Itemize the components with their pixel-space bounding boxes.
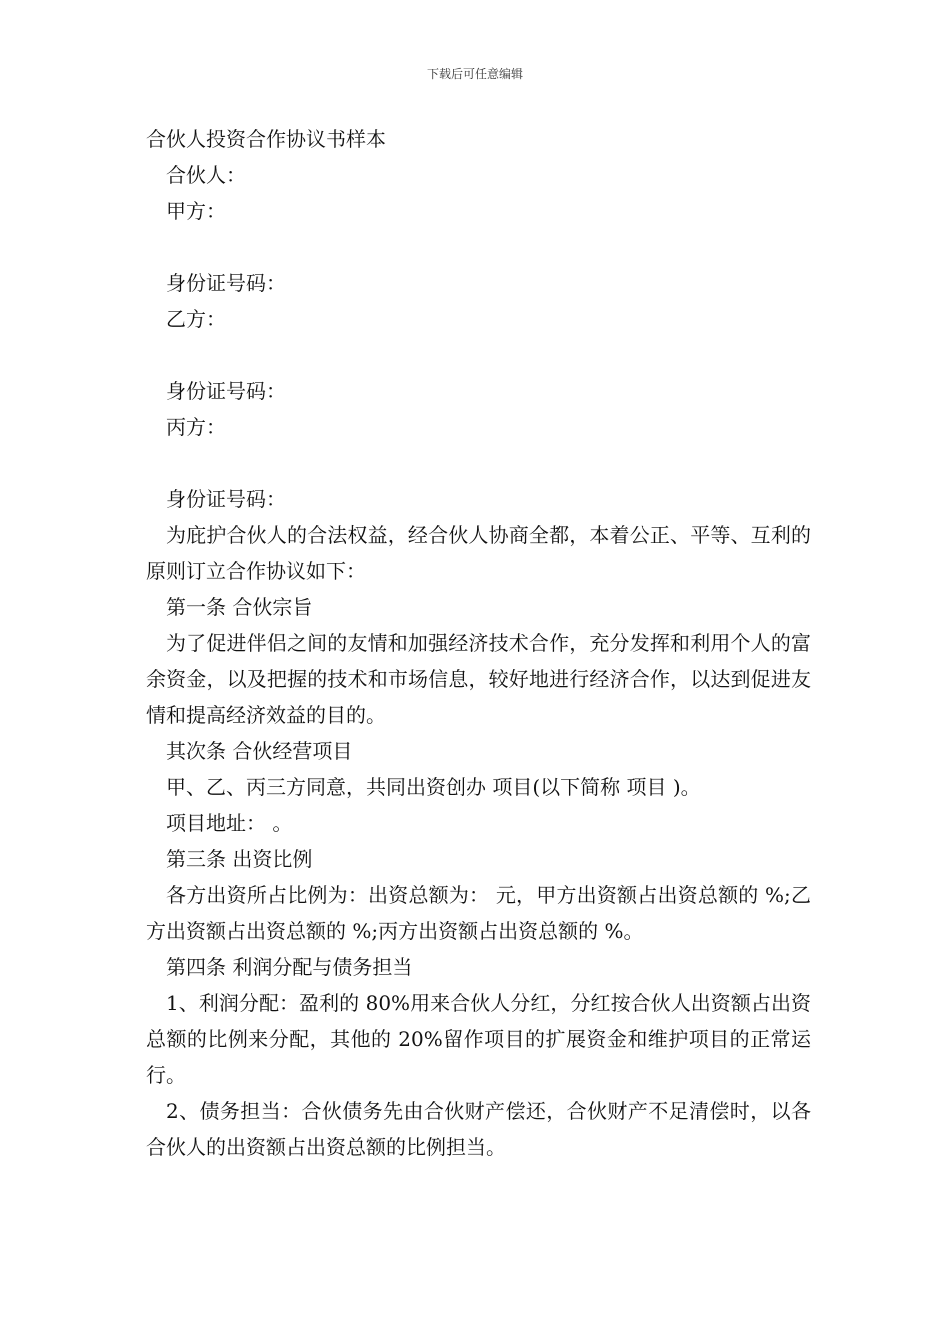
- article-3-body: 各方出资所占比例为：出资总额为： 元，甲方出资额占出资总额的 %;乙方出资额占出资总额的 %;丙方出资额占出资总额的 %。: [146, 883, 811, 943]
- partners-label: 合伙人：: [166, 163, 246, 187]
- article-4-heading: 第四条 利润分配与债务担当: [166, 955, 413, 979]
- article-4-item-debt: 2、债务担当：合伙债务先由合伙财产偿还，合伙财产不足清偿时，以各合伙人的出资额占出资总额的比例担当。: [146, 1099, 811, 1159]
- article-2-body: 甲、乙、丙三方同意，共同出资创办 项目(以下简称 项目 )。: [166, 775, 701, 799]
- article-2-heading: 其次条 合伙经营项目: [166, 739, 353, 763]
- preamble-paragraph: 为庇护合伙人的合法权益，经合伙人协商全都，本着公正、平等、互利的原则订立合作协议如下：: [146, 523, 811, 583]
- article-4-item-profit: 1、利润分配：盈利的 80%用来合伙人分红，分红按合伙人出资额占出资总额的比例来分配，其他的 20%留作项目的扩展资金和维护项目的正常运行。: [146, 991, 811, 1087]
- article-3-heading: 第三条 出资比例: [166, 847, 313, 871]
- document-body: [146, 121, 811, 1165]
- party-b-id-label: 身份证号码：: [166, 379, 286, 403]
- article-1-heading: 第一条 合伙宗旨: [166, 595, 313, 619]
- article-1-body: 为了促进伴侣之间的友情和加强经济技术合作，充分发挥和利用个人的富余资金，以及把握的技术和市场信息，较好地进行经济合作，以达到促进友情和提高经济效益的目的。: [146, 631, 811, 727]
- blank-line: [146, 337, 811, 373]
- document-title: 合伙人投资合作协议书样本: [146, 127, 386, 151]
- blank-line: [146, 445, 811, 481]
- party-a-id-label: 身份证号码：: [166, 271, 286, 295]
- party-c-id-label: 身份证号码：: [166, 487, 286, 511]
- article-2-address: 项目地址： 。: [166, 811, 293, 835]
- page-header-note: 下载后可任意编辑: [426, 67, 523, 81]
- party-b-label: 乙方：: [166, 307, 226, 331]
- party-a-label: 甲方：: [166, 199, 226, 223]
- blank-line: [146, 229, 811, 265]
- party-c-label: 丙方：: [166, 415, 226, 439]
